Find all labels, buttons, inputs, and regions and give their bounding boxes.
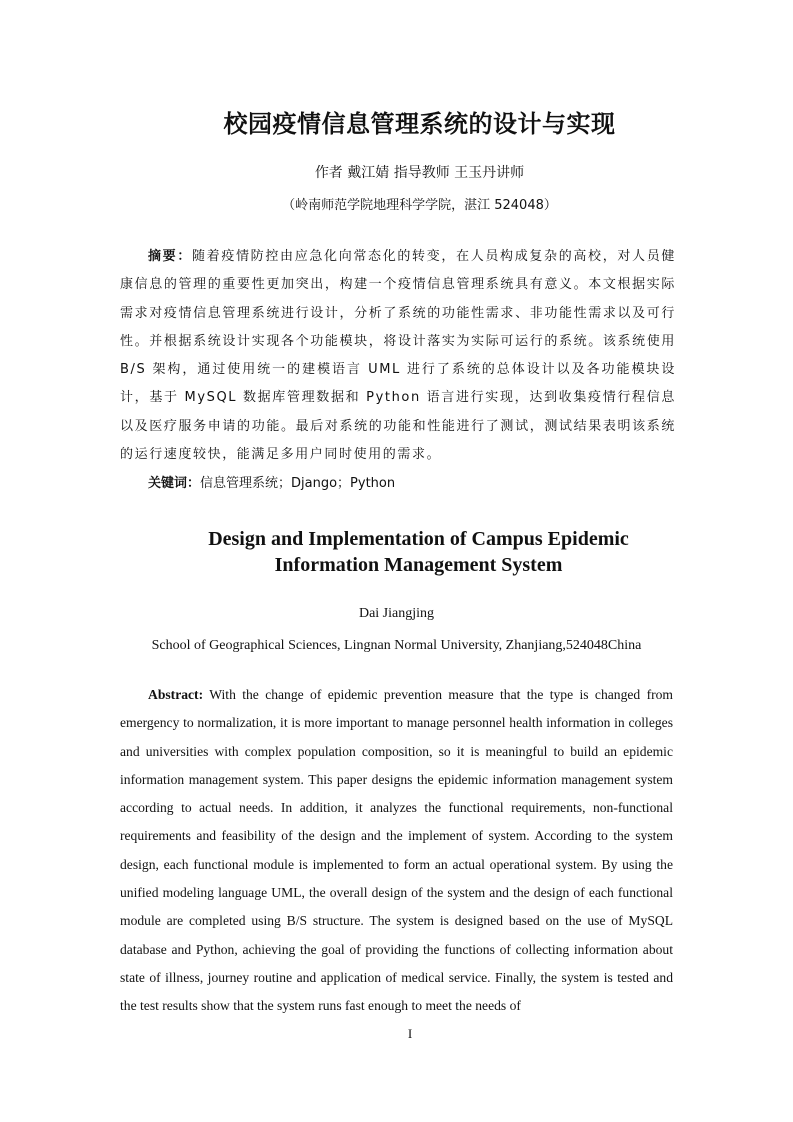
english-author: Dai Jiangjing bbox=[358, 606, 435, 621]
chinese-abstract-text: 随着疫情防控由应急化向常态化的转变，在人员构成复杂的高校，对人员健康信息的管理的重要性更加突出，构建一个疫情信息管理系统具有意义。本文根据实际需求对疫情信息管理系统进行设计，分析了系统的功能性需求、非功能性需求以及可行性。并根据系统设计实现各个功能模块，将设计落实为实际可运行的系统。该系统使用 B/S 架构，通过使用统一的建模语言 UML 进行了系统的总体设计以及各功能模块设计，基于 MySQL 数据库管理数据和 Python 语言进行实现，达到收集疫情行程信息以及医疗服务申请的功能。最后对系统的功能和性能进行了测试，测试结果表明该系统的运行速度较快，能满足多用户同时使用的需求。 bbox=[120, 249, 676, 463]
chinese-author-line: 作者 戴江婧 指导教师 王玉丹讲师 bbox=[314, 165, 525, 181]
english-title bbox=[120, 526, 717, 578]
english-title-line-1: Design and Implementation of Campus Epidemic bbox=[208, 528, 629, 550]
chinese-abstract-label: 摘要： bbox=[148, 249, 193, 264]
chinese-keywords-label: 关键词： bbox=[148, 476, 201, 491]
english-affiliation: School of Geographical Sciences, Lingnan Normal University, Zhanjiang,524048China bbox=[151, 638, 642, 653]
chinese-keywords bbox=[148, 472, 676, 491]
english-abstract-text: With the change of epidemic prevention measure that the type is changed from emergency to normalization, it is more important to manage personnel health information in colleges and universities with complex population composition, so it is meaningful to build an epidemic information management system. This paper designs the epidemic information management system according to actual needs. In addition, it analyzes the functional requirements, non-functional requirements and feasibility of the design and the implement of system. According to the system design, each functional module is implemented to form an actual operational system. By using the unified modeling language UML, the overall design of the system and the design of each functional module are completed using B/S structure. The system is designed based on the use of MySQL database and Python, achieving the goal of providing the functions of collecting information about state of illness, journey routine and application of medical service. Finally, the system is tested and the test results show that the system runs fast enough to meet the needs of bbox=[120, 687, 673, 1014]
english-abstract bbox=[120, 681, 673, 1021]
chinese-affiliation: （岭南师范学院地理科学学院，湛江 524048） bbox=[282, 198, 557, 213]
chinese-abstract bbox=[120, 243, 676, 469]
english-title-line-2: Information Management System bbox=[274, 554, 563, 576]
chinese-keywords-text: 信息管理系统；Django；Python bbox=[200, 476, 396, 491]
chinese-title: 校园疫情信息管理系统的设计与实现 bbox=[223, 110, 616, 138]
page-number: I bbox=[407, 1026, 413, 1041]
english-abstract-label: Abstract: bbox=[148, 687, 204, 702]
